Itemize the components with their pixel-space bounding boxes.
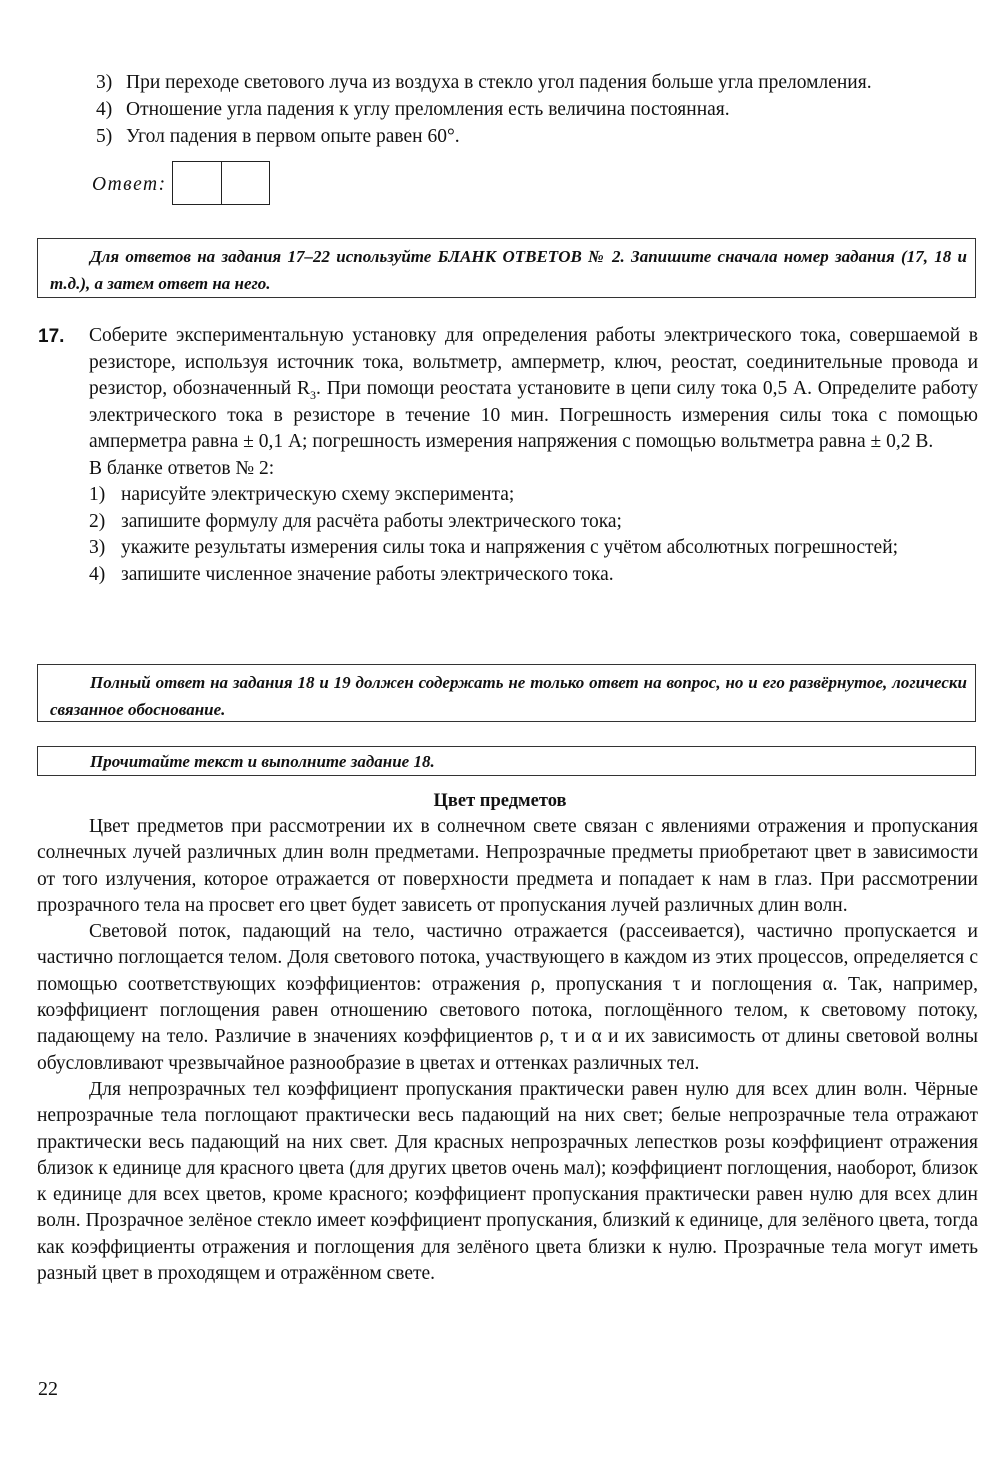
answer-box[interactable]	[172, 161, 270, 205]
option-text: При переходе светового луча из воздуха в стекло угол падения больше угла преломления.	[126, 72, 872, 93]
list-item	[89, 482, 978, 509]
task-17-body	[89, 323, 978, 588]
article-title: Цвет предметов	[433, 791, 567, 811]
list-item-text: нарисуйте электрическую схему эксперимента;	[121, 484, 515, 505]
list-item-number: 1)	[89, 484, 106, 505]
list-item-number: 3)	[89, 537, 106, 558]
option-4	[96, 97, 976, 123]
option-number: 5)	[96, 126, 113, 147]
article-paragraph: Световой поток, падающий на тело, частично отражается (рассеивается), частично пропускается и частично поглощается телом. Доля светового потока, участвующего в каждом из этих процессов, определяется с помощью соответствующих коэффициентов: отражения ρ, пропускания τ и поглощения α. Так, например, коэффициент поглощения равен отношению светового потока, поглощённого телом, к световому потоку, падающему на тело. Различие в значениях коэффициентов ρ, τ и α и их зависимость от длины световой волны обусловливают чрезвычайное разнообразие в цветах и оттенках различных тел.	[37, 921, 978, 1074]
option-text: Отношение угла падения к углу преломления есть величина постоянная.	[126, 99, 730, 120]
option-number: 4)	[96, 99, 113, 120]
option-text: Угол падения в первом опыте равен 60°.	[126, 126, 460, 147]
resistor-subscript: 3	[310, 387, 317, 402]
instruction-box-full-answer	[37, 664, 976, 722]
list-item	[89, 562, 978, 589]
list-item-text: запишите формулу для расчёта работы электрического тока;	[121, 510, 622, 532]
page-number: 22	[38, 1378, 58, 1400]
task-17-text-part1: Соберите экспериментальную установку для определения работы электрического тока, совершаемой в резисторе, используя источник тока, вольтметр, амперметр, ключ, реостат, соединительные провода и резистор, обозначенный R	[89, 325, 978, 399]
option-5	[96, 124, 976, 150]
instruction-text: Прочитайте текст и выполните задание 18.	[90, 752, 435, 771]
option-3	[96, 70, 976, 96]
answer-cell-2[interactable]	[221, 162, 270, 204]
list-item-number: 2)	[89, 510, 106, 532]
list-item-number: 4)	[89, 563, 106, 585]
article-paragraph: Цвет предметов при рассмотрении их в солнечном свете связан с явлениями отражения и пропускания солнечных лучей различных длин волн предметами. Непрозрачные предметы приобретают цвет в зависимости от того излучения, которое отражается от поверхности предмета и попадает к нам в глаз. При рассмотрении прозрачного тела на просвет его цвет будет зависеть от пропускания лучей различных длин волн.	[37, 816, 978, 916]
task-17-statement	[89, 323, 978, 456]
task-17-text-part2: . При помощи реостата установите в цепи силу тока 0,5 А. Определите работу электрического тока в резисторе в течение 10 мин. Погрешность измерения силы тока с помощью амперметра равна ± 0,1 А; погрешность измерения напряжения с помощью вольтметра равна ± 0,2 В.	[89, 378, 978, 452]
answer-label: Ответ:	[92, 174, 167, 195]
instruction-text: Для ответов на задания 17–22 используйте БЛАНК ОТВЕТОВ № 2. Запишите сначала номер задания (17, 18 и т.д.), а затем ответ на него.	[50, 247, 967, 293]
article-paragraph: Для непрозрачных тел коэффициент пропускания практически равен нулю для всех длин волн. Чёрные непрозрачные тела поглощают практически весь падающий на них свет; белые непрозрачные тела отражают практически весь падающий на них свет. Для красных непрозрачных лепестков розы коэффициент отражения близок к единице для красного цвета (для других цветов очень мал); коэффициент поглощения, наоборот, близок к единице для всех цветов, кроме красного; коэффициент пропускания практически равен нулю для всех длин волн. Прозрачное зелёное стекло имеет коэффициент пропускания, близкий к единице, для зелёного цвета, тогда как коэффициенты отражения и поглощения для зелёного цвета близки к нулю. Прозрачные тела могут иметь разный цвет в проходящем и отражённом свете.	[37, 1078, 978, 1285]
instruction-text: Полный ответ на задания 18 и 19 должен содержать не только ответ на вопрос, но и его развёрнутое, логически связанное обоснование.	[50, 673, 967, 719]
list-item	[89, 509, 978, 536]
answer-cell-1[interactable]	[173, 162, 221, 204]
instruction-box-blank-2	[37, 238, 976, 298]
instruction-box-read-text	[37, 746, 976, 776]
task-17-blank-intro: В бланке ответов № 2:	[89, 457, 275, 479]
list-item-text: укажите результаты измерения силы тока и напряжения с учётом абсолютных погрешностей;	[121, 537, 899, 558]
task-17-number: 17.	[38, 326, 65, 347]
list-item	[89, 535, 978, 562]
list-item-text: запишите численное значение работы электрического тока.	[121, 563, 614, 585]
article-body	[37, 814, 978, 1287]
option-number: 3)	[96, 72, 113, 93]
